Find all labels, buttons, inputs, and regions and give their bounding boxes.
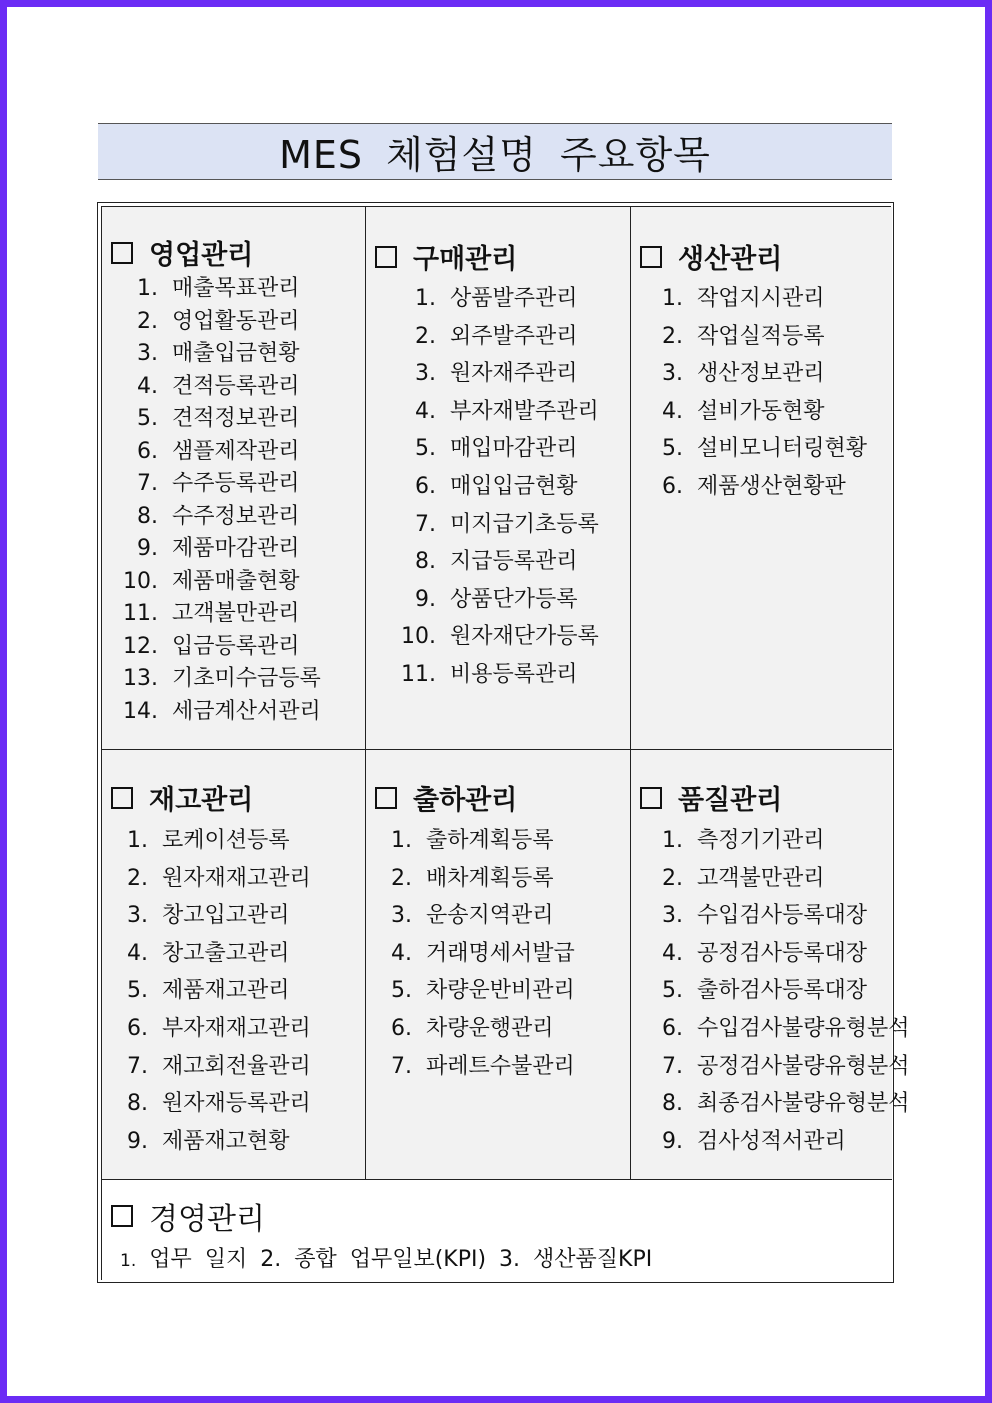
list-item [120, 371, 321, 404]
item-number: 1. [127, 828, 148, 853]
item-number: 3. [391, 903, 412, 929]
list-item [384, 393, 599, 431]
item-number: 6. [662, 1015, 683, 1041]
item-number: 5. [662, 978, 683, 1004]
item-label: 차량운반비관리 [426, 978, 575, 1004]
item-number: 8. [662, 1091, 683, 1117]
item-number: 8. [415, 549, 436, 575]
section-header [375, 237, 517, 276]
menu-table-frame [97, 202, 910, 1283]
section-sales [102, 207, 366, 750]
item-number: 9. [127, 1128, 148, 1154]
item-number: 3. [662, 361, 683, 386]
item-label: 매입입금현황 [450, 473, 578, 499]
list-item [120, 935, 311, 973]
item-label: 공정검사불량유형분석 [697, 1053, 910, 1079]
item-number: 7. [662, 1053, 683, 1079]
item-number: 6. [137, 438, 158, 464]
item-label: 원자재주관리 [450, 361, 578, 387]
item-list [120, 822, 311, 1160]
item-number: 6. [391, 1015, 412, 1041]
item-number: 4. [391, 940, 412, 966]
item-label: 작업지시관리 [697, 286, 825, 311]
item-list [384, 280, 599, 694]
item-number: 5. [137, 406, 158, 431]
item-label: 공정검사등록대장 [697, 940, 868, 966]
item-label: 수주등록관리 [172, 471, 300, 496]
item-label: 상품단가등록 [450, 586, 578, 612]
item-label: 견적정보관리 [172, 406, 300, 431]
list-item [120, 696, 321, 729]
item-label: 외주발주관리 [450, 323, 578, 349]
item-number: 1. [391, 828, 412, 853]
list-item [120, 566, 321, 599]
item-number: 2. [662, 865, 683, 891]
item-label: 작업실적등록 [697, 323, 825, 349]
item-number: 3. [662, 903, 683, 929]
item-number: 4. [137, 373, 158, 399]
checkbox-icon [640, 787, 662, 809]
list-item [384, 318, 599, 356]
item-label: 운송지역관리 [426, 903, 554, 929]
section-header [111, 1194, 265, 1238]
item-label: 세금계산서관리 [172, 698, 321, 724]
list-item [120, 533, 321, 566]
section-title: 생산관리 [678, 244, 783, 275]
list-item [647, 1048, 910, 1086]
checkbox-icon [111, 1205, 133, 1227]
item-label: 창고출고관리 [162, 940, 290, 966]
item-label: 차량운행관리 [426, 1015, 554, 1041]
item-number: 9. [662, 1128, 683, 1154]
item-label: 제품재고관리 [162, 978, 290, 1004]
item-label: 부자재발주관리 [450, 398, 599, 424]
section-title: 품질관리 [678, 785, 783, 816]
list-item [647, 1123, 910, 1161]
list-item [384, 506, 599, 544]
item-number: 11. [401, 661, 436, 687]
list-item [120, 338, 321, 371]
list-item [647, 1085, 910, 1123]
list-item [120, 1085, 311, 1123]
item-list [384, 822, 575, 1085]
item-number: 3. [137, 341, 158, 366]
list-item [647, 860, 910, 898]
item-number: 1. [662, 828, 683, 853]
section-header [111, 778, 253, 817]
section-title: 영업관리 [149, 240, 254, 271]
item-number: 14. [123, 698, 158, 724]
list-item [647, 897, 910, 935]
list-item [384, 355, 599, 393]
item-number: 8. [127, 1091, 148, 1117]
list-item [647, 935, 910, 973]
list-item [120, 501, 321, 534]
item-label: 제품생산현황판 [697, 473, 846, 499]
item-number: 4. [662, 398, 683, 424]
item-number: 1. [415, 286, 436, 311]
list-item [384, 656, 599, 694]
list-item [120, 972, 311, 1010]
item-label: 검사성적서관리 [697, 1128, 846, 1154]
item-label: 영업활동관리 [172, 308, 300, 334]
item-number: 6. [127, 1015, 148, 1041]
item-list [647, 280, 867, 505]
item-number: 4. [127, 940, 148, 966]
checkbox-icon [111, 242, 133, 264]
item-list [647, 822, 910, 1160]
item-label: 설비모니터링현황 [697, 436, 868, 461]
list-item [120, 860, 311, 898]
list-item [120, 1123, 311, 1161]
list-item [384, 972, 575, 1010]
checkbox-icon [111, 787, 133, 809]
item-label: 수입검사불량유형분석 [697, 1015, 910, 1041]
section-title: 구매관리 [413, 244, 518, 275]
item-number: 12. [123, 633, 158, 659]
list-item [384, 543, 599, 581]
item-label: 설비가동현황 [697, 398, 825, 424]
list-item [647, 468, 867, 506]
item-number: 1. [120, 1251, 137, 1271]
list-item [384, 1010, 575, 1048]
list-item [384, 860, 575, 898]
item-label: 제품재고현황 [162, 1128, 290, 1154]
item-label: 매출목표관리 [172, 276, 300, 301]
list-item [647, 393, 867, 431]
item-label: 원자재재고관리 [162, 865, 311, 891]
item-number: 8. [137, 503, 158, 529]
section-title: 출하관리 [413, 785, 518, 816]
item-label: 최종검사불량유형분석 [697, 1091, 910, 1117]
item-label: 매출입금현황 [172, 341, 300, 366]
item-label: 거래명세서발급 [426, 940, 575, 966]
item-label: 고객불만관리 [172, 601, 300, 626]
item-number: 5. [662, 436, 683, 461]
item-label: 원자재등록관리 [162, 1091, 311, 1117]
item-number: 13. [123, 666, 158, 691]
list-item [384, 935, 575, 973]
item-label: 제품매출현황 [172, 568, 300, 594]
list-item [384, 430, 599, 468]
item-label: 재고회전율관리 [162, 1053, 311, 1079]
item-number: 7. [127, 1053, 148, 1079]
item-label: 출하계획등록 [426, 828, 554, 853]
item-number: 6. [415, 473, 436, 499]
item-number: 5. [415, 436, 436, 462]
item-label: 출하검사등록대장 [697, 978, 868, 1004]
section-title: 경영관리 [149, 1202, 265, 1237]
item-number: 4. [662, 940, 683, 966]
item-number: 2. [137, 308, 158, 334]
item-number: 10. [401, 624, 436, 650]
item-label: 고객불만관리 [697, 865, 825, 891]
list-item [120, 631, 321, 664]
item-label: 제품마감관리 [172, 536, 300, 561]
list-item [120, 1010, 311, 1048]
list-item [647, 1010, 910, 1048]
item-label: 지급등록관리 [450, 549, 578, 575]
list-item [120, 273, 321, 306]
item-label: 부자재재고관리 [162, 1015, 311, 1041]
list-item [384, 822, 575, 860]
item-number: 3. [415, 361, 436, 387]
section-header [375, 778, 517, 817]
page-title: MES 체험설명 주요항목 [279, 133, 711, 177]
item-label: 수입검사등록대장 [697, 903, 868, 929]
list-item [120, 468, 321, 501]
item-label: 상품발주관리 [450, 286, 578, 311]
list-item [647, 355, 867, 393]
item-number: 7. [391, 1053, 412, 1079]
list-item [120, 1048, 311, 1086]
section-header [111, 233, 253, 272]
list-item [120, 598, 321, 631]
section-inventory [102, 750, 366, 1180]
list-item [384, 618, 599, 656]
item-number: 2. [415, 323, 436, 349]
checkbox-icon [375, 246, 397, 268]
item-number: 5. [127, 978, 148, 1004]
list-item [384, 581, 599, 619]
item-text: 업무 일지 2. 종합 업무일보(KPI) 3. 생산품질KPI [149, 1247, 653, 1272]
title-banner [98, 123, 892, 180]
list-item [647, 972, 910, 1010]
list-item [120, 897, 311, 935]
section-header [640, 778, 782, 817]
list-item [384, 897, 575, 935]
section-production [631, 207, 892, 750]
item-label: 원자재단가등록 [450, 624, 599, 650]
item-label: 매입마감관리 [450, 436, 578, 462]
list-item [647, 318, 867, 356]
item-number: 4. [415, 398, 436, 424]
item-label: 샘플제작관리 [172, 438, 300, 464]
item-label: 로케이션등록 [162, 828, 290, 853]
item-number: 2. [391, 865, 412, 891]
item-label: 생산정보관리 [697, 361, 825, 386]
item-label: 기초미수금등록 [172, 666, 321, 691]
item-number: 9. [415, 586, 436, 612]
item-number: 1. [662, 286, 683, 311]
section-shipping [366, 750, 631, 1180]
item-label: 창고입고관리 [162, 903, 290, 929]
item-number: 5. [391, 978, 412, 1004]
list-item [120, 436, 321, 469]
list-item [647, 430, 867, 468]
item-label: 입금등록관리 [172, 633, 300, 659]
list-item [384, 280, 599, 318]
section-header [640, 237, 782, 276]
item-number: 2. [127, 865, 148, 891]
item-label: 견적등록관리 [172, 373, 300, 399]
menu-table [101, 206, 910, 1280]
item-number: 2. [662, 323, 683, 349]
item-number: 6. [662, 473, 683, 499]
item-number: 7. [137, 471, 158, 496]
management-items [120, 1242, 652, 1273]
item-label: 파레트수불관리 [426, 1053, 575, 1079]
item-label: 미지급기초등록 [450, 511, 599, 537]
item-number: 11. [123, 601, 158, 626]
list-item [120, 822, 311, 860]
list-item [647, 822, 910, 860]
section-title: 재고관리 [149, 785, 254, 816]
checkbox-icon [375, 787, 397, 809]
list-item [120, 663, 321, 696]
item-number: 3. [127, 903, 148, 929]
item-label: 배차계획등록 [426, 865, 554, 891]
section-quality [631, 750, 910, 1180]
list-item [647, 280, 867, 318]
item-list [120, 273, 321, 728]
list-item [120, 306, 321, 339]
list-item [120, 403, 321, 436]
section-management [102, 1180, 892, 1281]
list-item [384, 1048, 575, 1086]
item-label: 비용등록관리 [450, 661, 578, 687]
item-number: 9. [137, 536, 158, 561]
item-number: 1. [137, 276, 158, 301]
item-number: 10. [123, 568, 158, 594]
item-number: 7. [415, 511, 436, 537]
section-purchase [366, 207, 631, 750]
item-label: 측정기기관리 [697, 828, 825, 853]
checkbox-icon [640, 246, 662, 268]
item-label: 수주정보관리 [172, 503, 300, 529]
list-item [384, 468, 599, 506]
